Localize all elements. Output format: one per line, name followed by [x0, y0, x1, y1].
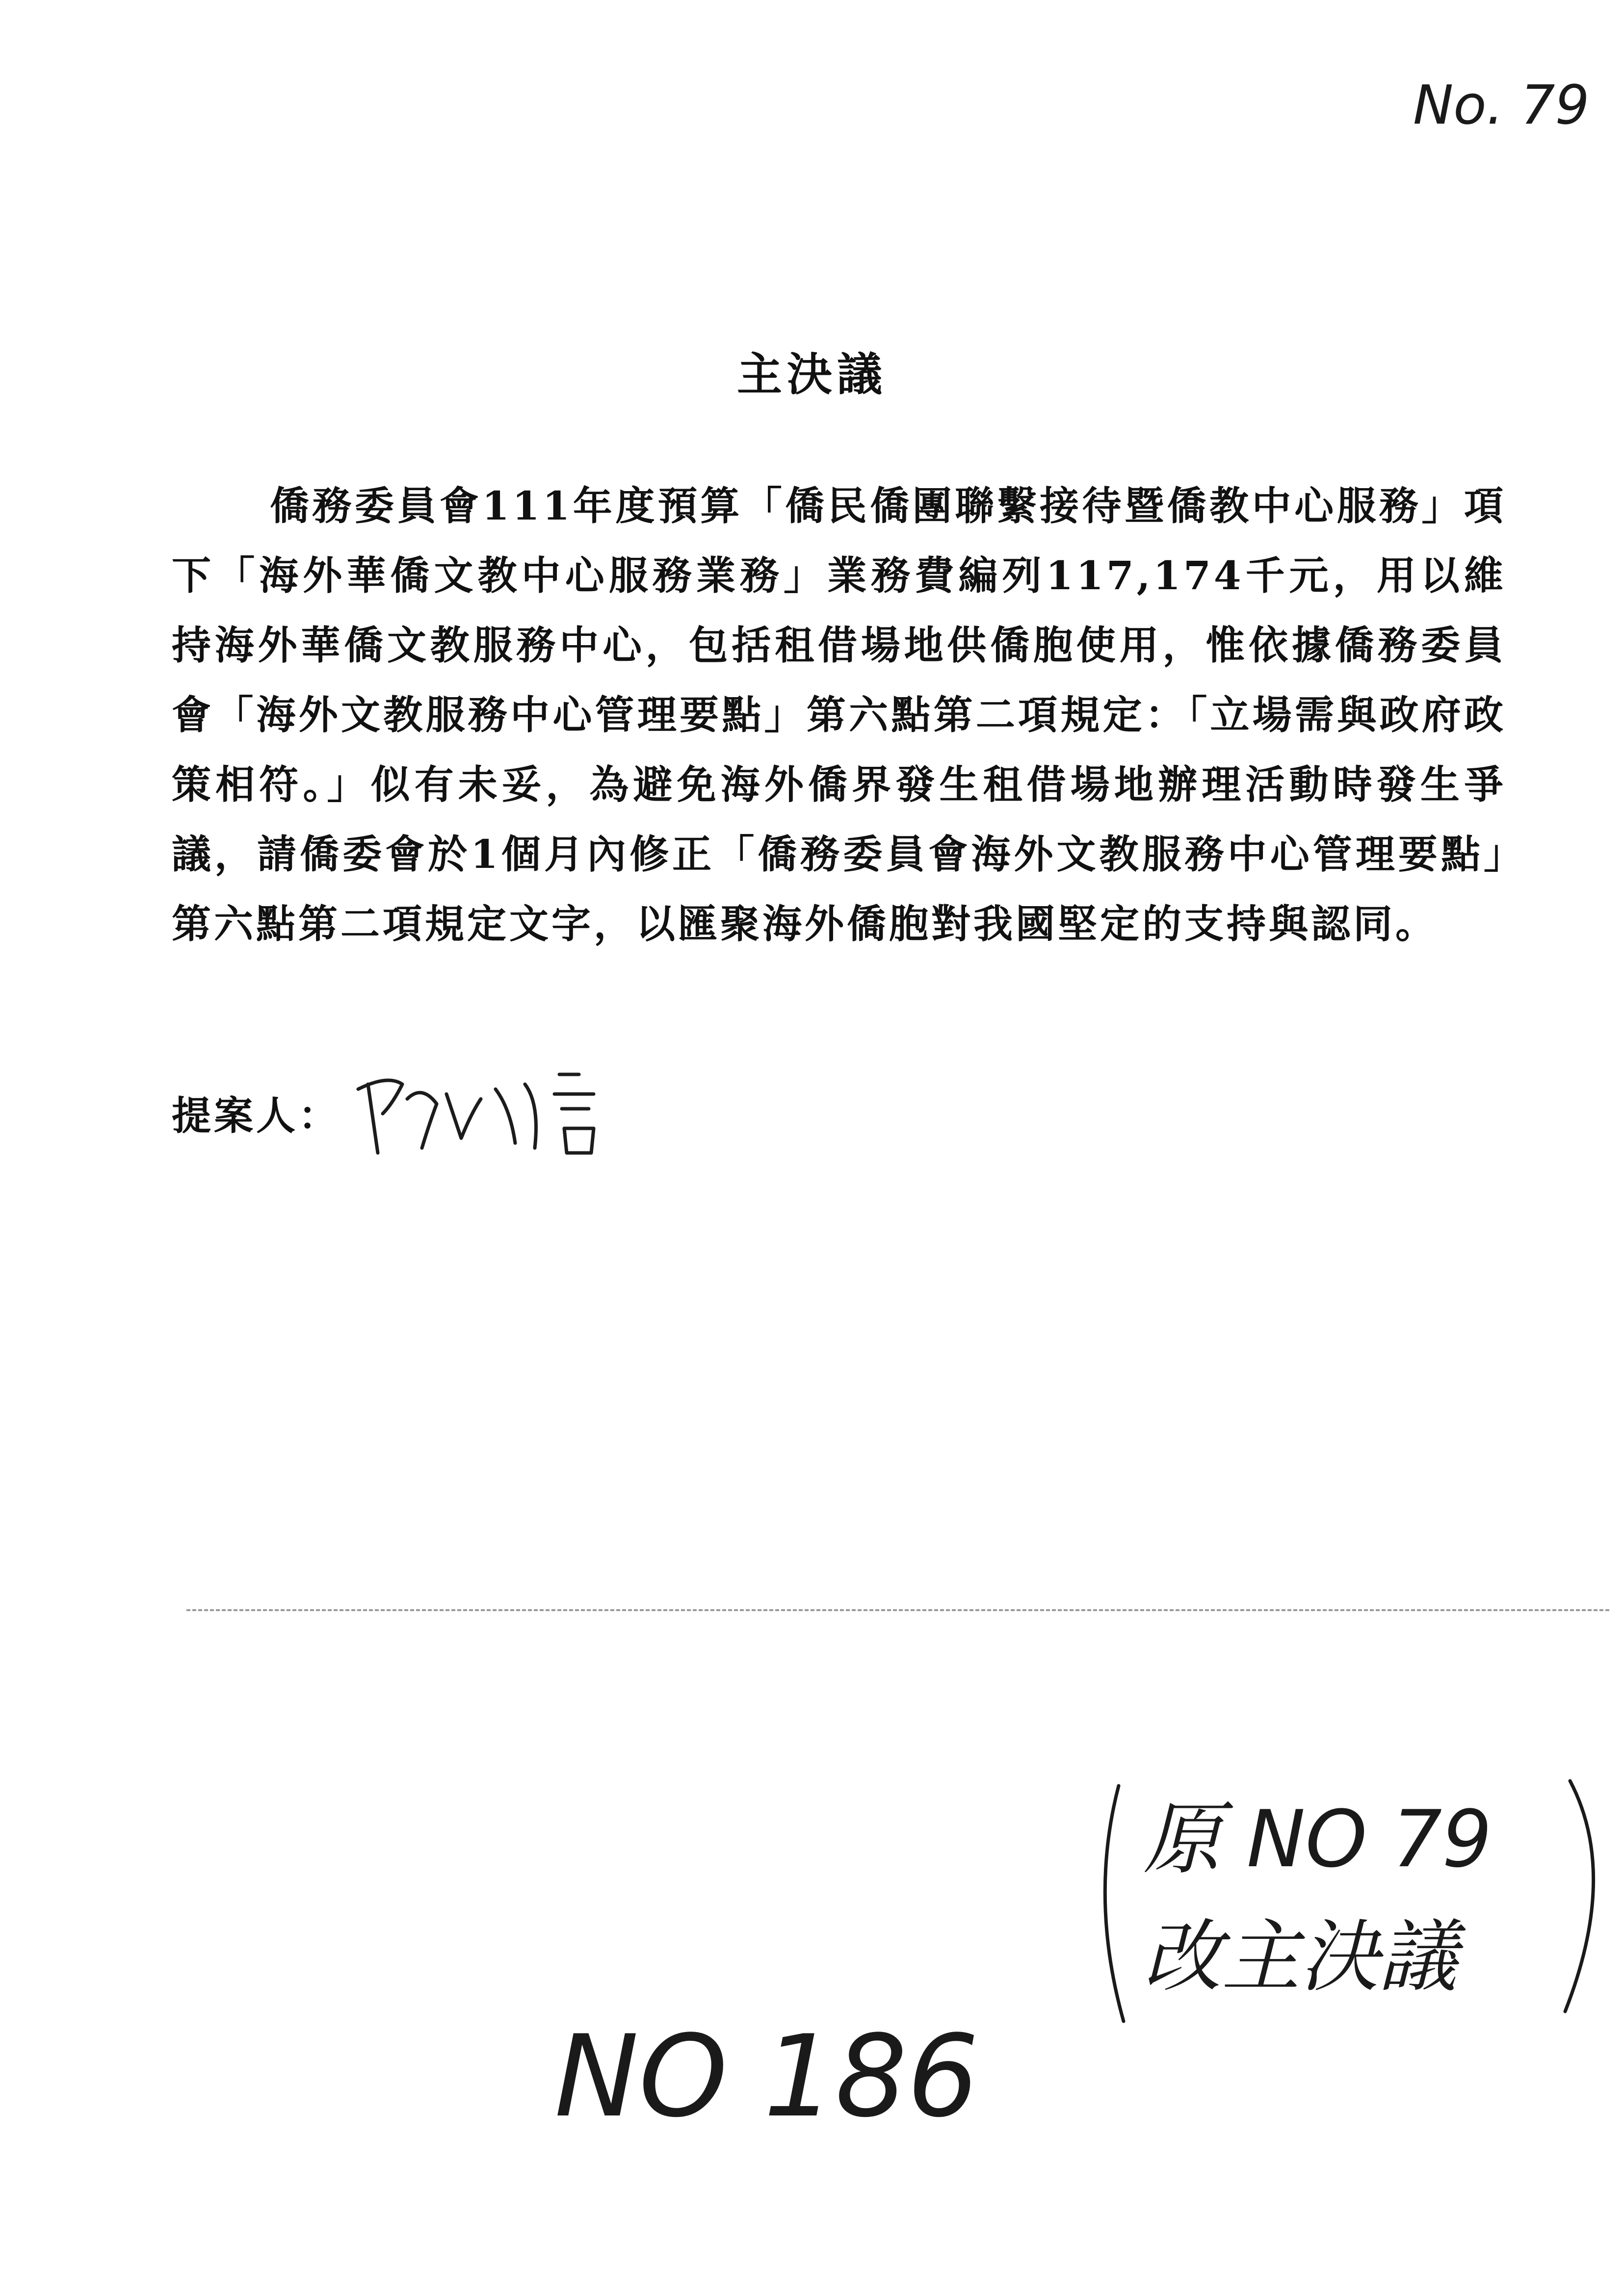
dashed-cut-line	[186, 1609, 1609, 1611]
document-title: 主決議	[736, 348, 887, 401]
handwritten-signature	[348, 1055, 653, 1173]
resolution-body-text: 僑務委員會111年度預算「僑民僑團聯繫接待暨僑教中心服務」項下「海外華僑文教中心服務業務」業務費編列117,174千元，用以維持海外華僑文教服務中心，包括租借場地供僑胞使用，惟依據僑務委員會「海外文教服務中心管理要點」第六點第二項規定：「立場需與政府政策相符。」似有未妥，為避免海外僑界發生租借場地辦理活動時發生爭議，請僑委會於1個月內修正「僑務委員會海外文教服務中心管理要點」第六點第二項規定文字，以匯聚海外僑胞對我國堅定的支持與認同。	[172, 483, 1506, 947]
handwritten-page-number: No. 79	[1413, 74, 1590, 136]
handwritten-note-line-1: 原 NO 79	[1143, 1793, 1492, 1885]
proposer-label: 提案人：	[172, 1093, 341, 1139]
handwritten-note-line-2: 改主決議	[1143, 1911, 1458, 2003]
handwritten-bottom-number: NO 186	[554, 2011, 979, 2142]
